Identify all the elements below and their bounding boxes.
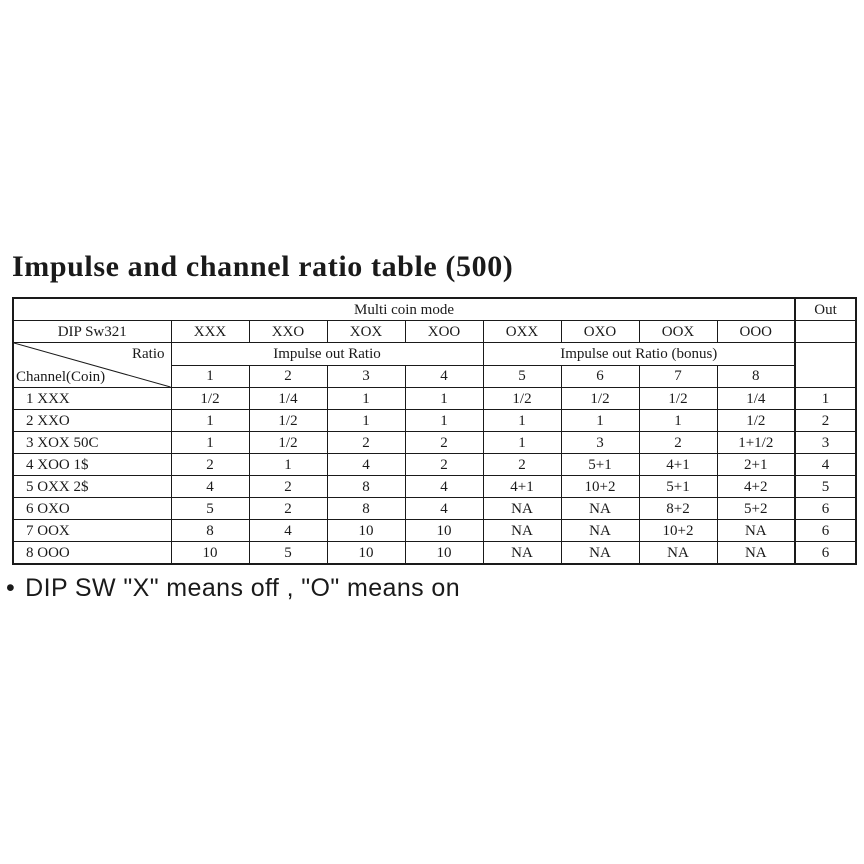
ratio-cell: NA (483, 520, 561, 542)
ratio-cell: 10 (405, 520, 483, 542)
ratio-cell: 1 (639, 410, 717, 432)
ratio-cell: 4 (249, 520, 327, 542)
ratio-cell: 1 (405, 410, 483, 432)
ratio-cell: 1 (327, 388, 405, 410)
impulse-out-ratio-header: Impulse out Ratio (171, 343, 483, 366)
ratio-number: 6 (561, 365, 639, 388)
channel-cell: 6 OXO (13, 498, 171, 520)
ratio-cell: 1 (171, 410, 249, 432)
dip-column: XXO (249, 321, 327, 343)
table-row (13, 498, 856, 520)
ratio-cell: 4+1 (639, 454, 717, 476)
ratio-cell: 1 (561, 410, 639, 432)
channel-cell: 4 XOO 1$ (13, 454, 171, 476)
ratio-cell: 10 (327, 520, 405, 542)
ratio-cell: 1/2 (639, 388, 717, 410)
table-row (13, 388, 856, 410)
ratio-cell: 2+1 (717, 454, 795, 476)
ratio-cell: 10 (327, 542, 405, 565)
table-row (13, 542, 856, 565)
channel-cell: 5 OXX 2$ (13, 476, 171, 498)
ratio-cell: 8 (327, 498, 405, 520)
ratio-cell: 2 (171, 454, 249, 476)
ratio-cell: 1/2 (561, 388, 639, 410)
out-cell: 6 (795, 542, 856, 565)
table-row (13, 520, 856, 542)
dip-column: OOO (717, 321, 795, 343)
ratio-cell: 2 (405, 432, 483, 454)
table-row (13, 410, 856, 432)
out-blank (795, 343, 856, 388)
dip-column: XOX (327, 321, 405, 343)
ratio-cell: NA (717, 520, 795, 542)
dip-switch-note (6, 574, 460, 603)
out-cell: 6 (795, 520, 856, 542)
ratio-cell: 10+2 (561, 476, 639, 498)
ratio-cell: NA (561, 520, 639, 542)
ratio-number: 1 (171, 365, 249, 388)
impulse-out-ratio-bonus-header: Impulse out Ratio (bonus) (483, 343, 795, 366)
dip-column: OOX (639, 321, 717, 343)
ratio-cell: 2 (405, 454, 483, 476)
ratio-cell: 2 (483, 454, 561, 476)
dip-label: DIP Sw321 (13, 321, 171, 343)
out-cell: 2 (795, 410, 856, 432)
ratio-cell: 1/2 (483, 388, 561, 410)
ratio-number: 5 (483, 365, 561, 388)
out-cell: 4 (795, 454, 856, 476)
ratio-cell: 1/4 (717, 388, 795, 410)
out-cell: 5 (795, 476, 856, 498)
ratio-cell: NA (639, 542, 717, 565)
header-row-dip (13, 321, 856, 343)
ratio-cell: 4 (405, 498, 483, 520)
ratio-cell: 8 (171, 520, 249, 542)
ratio-cell: 3 (561, 432, 639, 454)
ratio-cell: 1/2 (171, 388, 249, 410)
ratio-cell: 1 (483, 410, 561, 432)
channel-cell: 1 XXX (13, 388, 171, 410)
ratio-cell: 10 (405, 542, 483, 565)
out-cell: 6 (795, 498, 856, 520)
corner-channel-label: Channel(Coin) (16, 369, 106, 385)
ratio-cell: 5+1 (639, 476, 717, 498)
ratio-cell: 4 (171, 476, 249, 498)
out-cell: 3 (795, 432, 856, 454)
note-text: DIP SW "X" means off , "O" means on (25, 574, 461, 602)
ratio-cell: 5+1 (561, 454, 639, 476)
dip-column: XXX (171, 321, 249, 343)
ratio-cell: 1 (171, 432, 249, 454)
bullet-icon: • (6, 574, 16, 602)
ratio-cell: 2 (249, 498, 327, 520)
ratio-cell: 1 (249, 454, 327, 476)
multi-coin-mode-header: Multi coin mode (13, 298, 795, 321)
ratio-cell: 5 (249, 542, 327, 565)
ratio-cell: 2 (639, 432, 717, 454)
ratio-cell: 4 (327, 454, 405, 476)
header-row-mode (13, 298, 856, 321)
ratio-cell: 5 (171, 498, 249, 520)
dip-column: OXX (483, 321, 561, 343)
ratio-number: 8 (717, 365, 795, 388)
header-row-impulse (13, 343, 856, 366)
ratio-cell: 1/4 (249, 388, 327, 410)
corner-ratio-label: Ratio (132, 346, 165, 362)
ratio-cell: 4+1 (483, 476, 561, 498)
channel-cell: 7 OOX (13, 520, 171, 542)
table-row (13, 432, 856, 454)
table-title: Impulse and channel ratio table (500) (12, 250, 514, 283)
ratio-cell: 4 (405, 476, 483, 498)
dip-column: XOO (405, 321, 483, 343)
out-header: Out (795, 298, 856, 321)
ratio-cell: 1 (483, 432, 561, 454)
channel-cell: 3 XOX 50C (13, 432, 171, 454)
ratio-cell: 5+2 (717, 498, 795, 520)
ratio-number: 4 (405, 365, 483, 388)
ratio-cell: 1 (405, 388, 483, 410)
out-blank (795, 321, 856, 343)
channel-cell: 2 XXO (13, 410, 171, 432)
ratio-cell: 1/2 (717, 410, 795, 432)
ratio-cell: 10+2 (639, 520, 717, 542)
ratio-cell: 2 (249, 476, 327, 498)
ratio-cell: NA (483, 542, 561, 565)
out-cell: 1 (795, 388, 856, 410)
ratio-cell: NA (561, 542, 639, 565)
table-row (13, 476, 856, 498)
ratio-cell: 10 (171, 542, 249, 565)
ratio-cell: 8 (327, 476, 405, 498)
ratio-cell: 8+2 (639, 498, 717, 520)
ratio-cell: 1 (327, 410, 405, 432)
table-row (13, 454, 856, 476)
channel-cell: 8 OOO (13, 542, 171, 565)
ratio-cell: NA (483, 498, 561, 520)
ratio-number: 3 (327, 365, 405, 388)
ratio-cell: 1+1/2 (717, 432, 795, 454)
ratio-number: 2 (249, 365, 327, 388)
ratio-cell: 1/2 (249, 410, 327, 432)
corner-cell (13, 343, 171, 388)
ratio-cell: 4+2 (717, 476, 795, 498)
dip-column: OXO (561, 321, 639, 343)
ratio-cell: NA (561, 498, 639, 520)
impulse-ratio-table (12, 297, 857, 565)
ratio-cell: 1/2 (249, 432, 327, 454)
ratio-cell: 2 (327, 432, 405, 454)
ratio-cell: NA (717, 542, 795, 565)
ratio-number: 7 (639, 365, 717, 388)
